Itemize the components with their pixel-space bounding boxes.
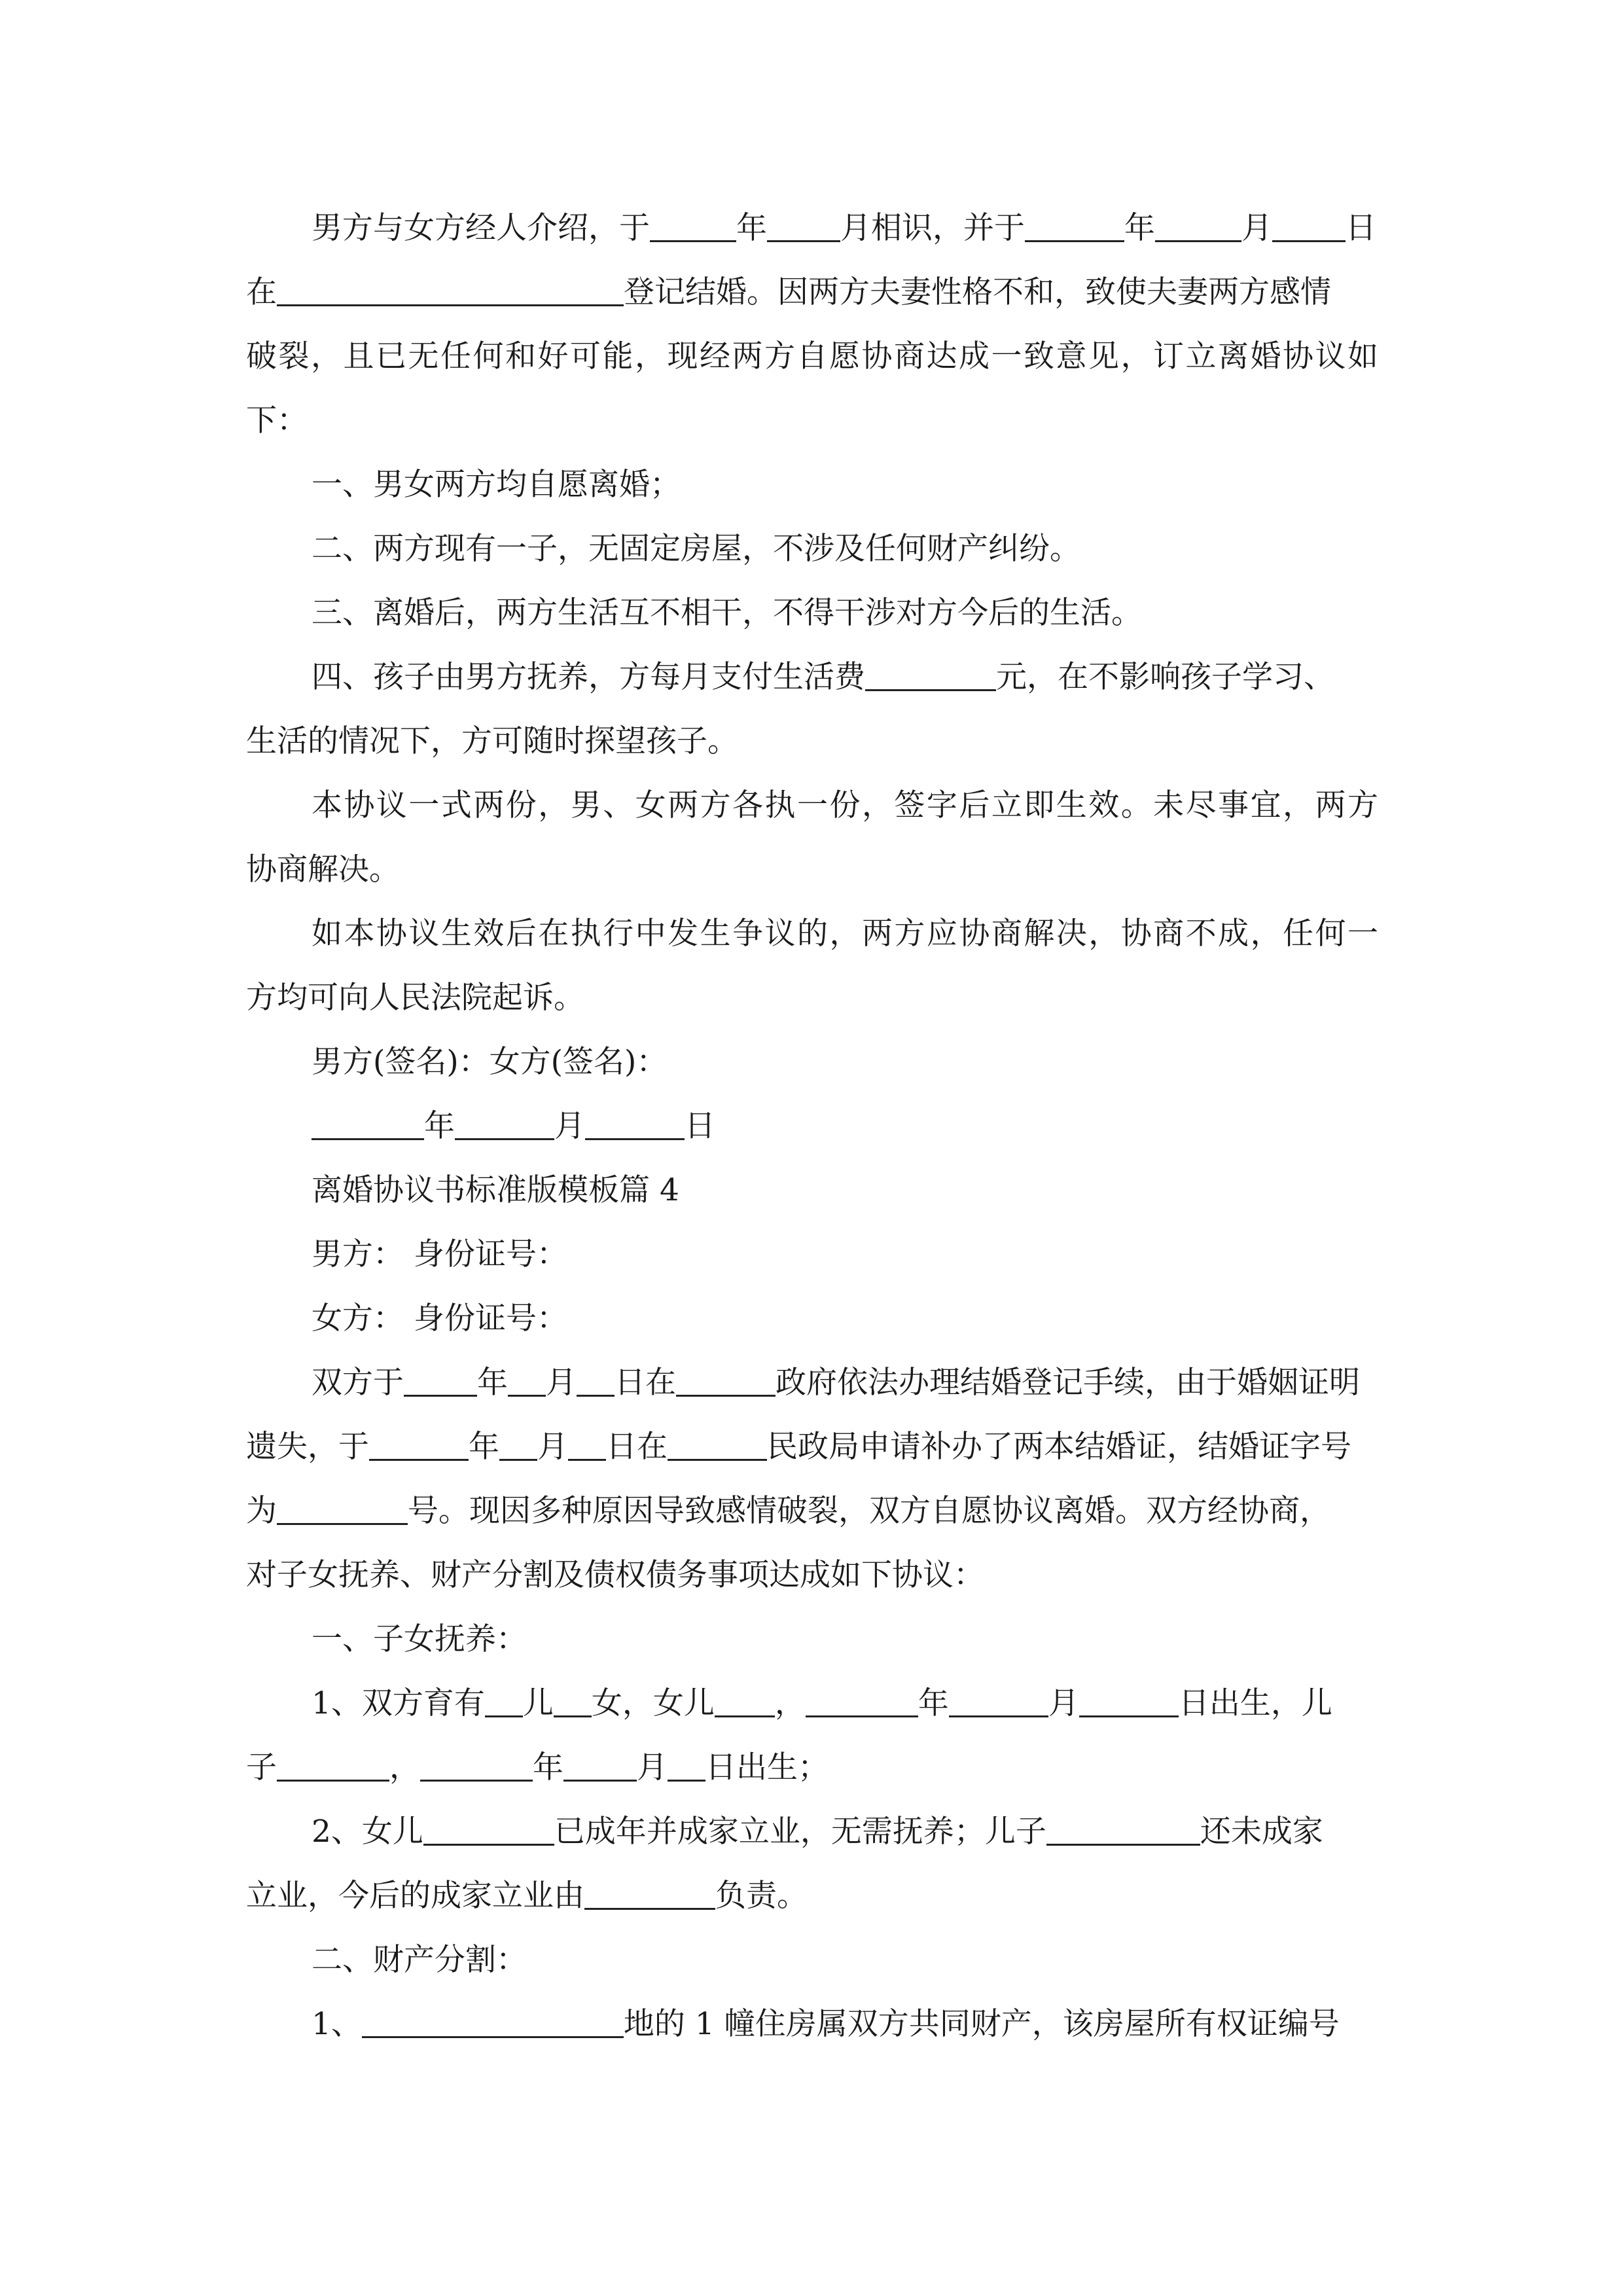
intro-line-2: 在 登记结婚。因两方夫妻性格不和，致使夫妻两方感情: [246, 260, 1378, 324]
date-line: 年 月 日: [312, 1094, 1444, 1158]
copies-line-2: 协商解决。: [246, 852, 400, 888]
blank-field[interactable]: [806, 1676, 918, 1717]
blank-field[interactable]: [277, 1740, 389, 1782]
property-line-1: 1、 地的 1 幢住房属双方共同财产，该房屋所有权证编号: [312, 1992, 1444, 2056]
blank-field[interactable]: [563, 1740, 637, 1782]
blank-field[interactable]: [277, 1484, 408, 1525]
marriage-line-3: 为 号。现因多种原因导致感情破裂，双方自愿协议离婚。双方经协商，: [246, 1479, 1378, 1543]
blank-field[interactable]: [1272, 201, 1346, 242]
blank-field[interactable]: [865, 650, 996, 691]
clause-2: 二、两方现有一子，无固定房屋，不涉及任何财产纠纷。: [312, 531, 1080, 567]
copies-line-1: 本协议一式两份，男、女两方各执一份，签字后立即生效。未尽事宜，两方: [312, 787, 1378, 823]
dispute-line-1: 如本协议生效后在执行中发生争议的，两方应协商解决，协商不成，任何一: [312, 916, 1378, 952]
dispute-line-2: 方均可向人民法院起诉。: [246, 980, 584, 1016]
blank-field[interactable]: [650, 201, 736, 242]
blank-field[interactable]: [423, 1804, 554, 1846]
blank-field[interactable]: [668, 1420, 767, 1461]
marriage-line-1: 双方于 年 月 日在 政府依法办理结婚登记手续，由于婚姻证明: [312, 1351, 1444, 1414]
blank-field[interactable]: [668, 1740, 705, 1782]
blank-field[interactable]: [420, 1740, 533, 1782]
blank-field[interactable]: [499, 1420, 537, 1461]
blank-field[interactable]: [455, 1099, 554, 1140]
clause-4-line-1: 四、孩子由男方抚养，方每月支付生活费 元，在不影响孩子学习、: [312, 645, 1444, 709]
blank-field[interactable]: [568, 1420, 606, 1461]
blank-field[interactable]: [585, 1099, 685, 1140]
blank-field[interactable]: [404, 1355, 477, 1397]
blank-field[interactable]: [485, 1676, 523, 1717]
section-property-division: 二、财产分割：: [312, 1942, 527, 1978]
blank-field[interactable]: [508, 1355, 546, 1397]
signature-line: 男方(签名)：女方(签名)：: [312, 1044, 668, 1080]
section-child-custody: 一、子女抚养：: [312, 1621, 527, 1657]
blank-field[interactable]: [715, 1676, 775, 1717]
blank-field[interactable]: [949, 1676, 1048, 1717]
female-id-line: 女方： 身份证号：: [312, 1300, 567, 1336]
blank-field[interactable]: [369, 1420, 469, 1461]
blank-field[interactable]: [362, 1997, 624, 2038]
marriage-line-2: 遗失，于 年 月 日在 民政局申请补办了两本结婚证，结婚证字号: [246, 1415, 1378, 1479]
children-line-2: 子 ， 年 月 日出生；: [246, 1736, 1378, 1799]
section-heading: 离婚协议书标准版模板篇 4: [312, 1172, 679, 1208]
blank-field[interactable]: [277, 265, 624, 306]
children-line-1: 1、双方育有 儿 女，女儿 ， 年 月 日出生，儿: [312, 1672, 1444, 1735]
clause-3: 三、离婚后，两方生活互不相干，不得干涉对方今后的生活。: [312, 595, 1142, 631]
custody-line-1: 2、女儿 已成年并成家立业，无需抚养；儿子 还未成家: [312, 1800, 1444, 1863]
male-id-line: 男方： 身份证号：: [312, 1236, 567, 1272]
clause-1: 一、男女两方均自愿离婚；: [312, 467, 681, 503]
blank-field[interactable]: [577, 1355, 615, 1397]
blank-field[interactable]: [1046, 1804, 1200, 1846]
custody-line-2: 立业，今后的成家立业由 负责。: [246, 1864, 1378, 1928]
blank-field[interactable]: [767, 201, 840, 242]
blank-field[interactable]: [676, 1355, 776, 1397]
blank-field[interactable]: [312, 1099, 424, 1140]
blank-field[interactable]: [584, 1869, 715, 1910]
clause-4-line-2: 生活的情况下，方可随时探望孩子。: [246, 723, 738, 759]
intro-line-1: 男方与女方经人介绍，于 年 月相识，并于 年 月 日: [312, 196, 1444, 260]
blank-field[interactable]: [1155, 201, 1241, 242]
blank-field[interactable]: [1025, 201, 1124, 242]
intro-line-3: 破裂，且已无任何和好可能，现经两方自愿协商达成一致意见，订立离婚协议如: [246, 338, 1378, 374]
blank-field[interactable]: [554, 1676, 592, 1717]
marriage-line-4: 对子女抚养、财产分割及债权债务事项达成如下协议：: [246, 1557, 984, 1593]
intro-line-4: 下：: [246, 403, 308, 439]
blank-field[interactable]: [1079, 1676, 1179, 1717]
